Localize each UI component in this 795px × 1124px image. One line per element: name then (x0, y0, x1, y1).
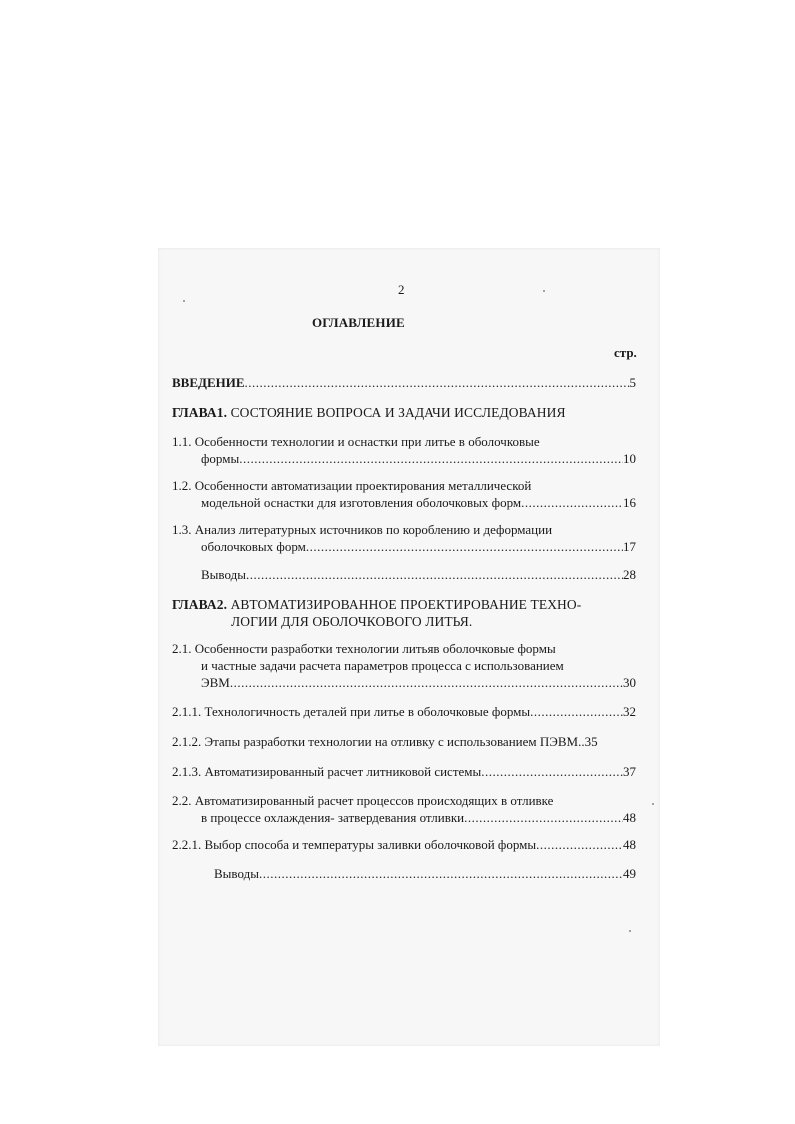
scan-speck (629, 930, 631, 932)
toc-intro-label: ВВЕДЕНИЕ (172, 375, 245, 390)
toc-entry-2-1 (172, 640, 636, 691)
page-title: ОГЛАВЛЕНИЕ (312, 315, 405, 330)
page-number: 2 (398, 282, 405, 297)
toc-2-2-page: 48 (623, 810, 636, 825)
scan-speck (543, 290, 545, 292)
toc-2-1-1-label: 2.1.1. Технологичность деталей при литье в оболочковые формы (172, 704, 531, 719)
toc-1-3-line1: 1.3. Анализ литературных источников по короблению и деформации (172, 522, 553, 537)
toc-entry-2-2-1 (172, 836, 636, 853)
toc-1-2-line2: модельной оснастки для изготовления оболочковых форм (201, 495, 522, 510)
toc-2-2-1-page: 48 (623, 837, 636, 852)
toc-2-1-2-label: 2.1.2. Этапы разработки технологии на отливку с использованием ПЭВМ.. (172, 734, 585, 749)
toc-entry-1-1 (172, 433, 636, 467)
toc-2-1-page: 30 (623, 675, 636, 690)
chapter-2-title-line1: АВТОМАТИЗИРОВАННОЕ ПРОЕКТИРОВАНИЕ ТЕХНО- (230, 597, 582, 612)
toc-2-2-line2: в процессе охлаждения- затвердевания отливки (201, 810, 465, 825)
toc-2-1-3-page: 37 (623, 764, 636, 779)
toc-2-1-1-page: 32 (623, 704, 636, 719)
chapter-2-title-line2: ЛОГИИ ДЛЯ ОБОЛОЧКОВОГО ЛИТЬЯ. (231, 614, 473, 629)
toc-1-3-page: 17 (623, 539, 636, 554)
toc-2-2-line1: 2.2. Автоматизированный расчет процессов происходящих в отливке (172, 793, 554, 808)
chapter-1-label: ГЛАВА1. (172, 405, 228, 420)
toc-2-2-1-label: 2.2.1. Выбор способа и температуры заливки оболочковой формы (172, 837, 537, 852)
toc-entry-2-1-1 (172, 703, 636, 720)
toc-1-3-line2: оболочковых форм (201, 539, 306, 554)
toc-1-1-line1: 1.1. Особенности технологии и оснастки при литье в оболочковые (172, 434, 540, 449)
toc-1-1-page: 10 (623, 451, 636, 466)
chapter-2-label: ГЛАВА2. (172, 597, 228, 612)
toc-2-1-line2: и частные задачи расчета параметров процесса с использованием (201, 658, 564, 673)
toc-entry-2-1-2 (172, 733, 636, 750)
toc-chapter-1 (172, 404, 566, 421)
toc-entry-conclusions-1 (201, 566, 636, 583)
toc-chapter-2 (172, 596, 581, 630)
toc-entry-intro (172, 374, 636, 391)
toc-2-1-3-label: 2.1.3. Автоматизированный расчет литниковой системы (172, 764, 482, 779)
toc-2-1-2-page: 35 (584, 734, 598, 749)
toc-2-1-line3: ЭВМ (201, 675, 230, 690)
toc-entry-1-2 (172, 477, 636, 511)
chapter-1-title: СОСТОЯНИЕ ВОПРОСА И ЗАДАЧИ ИССЛЕДОВАНИЯ (230, 405, 566, 420)
scan-speck (652, 803, 654, 805)
pages-column-label: стр. (614, 345, 637, 360)
toc-entry-2-1-3 (172, 763, 636, 780)
toc-1-1-line2: формы (201, 451, 240, 466)
toc-1-2-page: 16 (623, 495, 636, 510)
toc-conclusions-1-page: 28 (623, 567, 636, 582)
toc-conclusions-1-label: Выводы (201, 567, 246, 582)
toc-2-1-line1: 2.1. Особенности разработки технологии литьяв оболочковые формы (172, 641, 556, 656)
toc-conclusions-2-page: 49 (623, 866, 636, 881)
toc-intro-page: 5 (629, 375, 636, 390)
toc-entry-conclusions-2 (214, 865, 636, 882)
toc-1-2-line1: 1.2. Особенности автоматизации проектирования металлической (172, 478, 532, 493)
toc-entry-1-3 (172, 521, 636, 555)
toc-conclusions-2-label: Выводы (214, 866, 259, 881)
scan-speck (183, 300, 185, 302)
toc-entry-2-2 (172, 792, 636, 826)
